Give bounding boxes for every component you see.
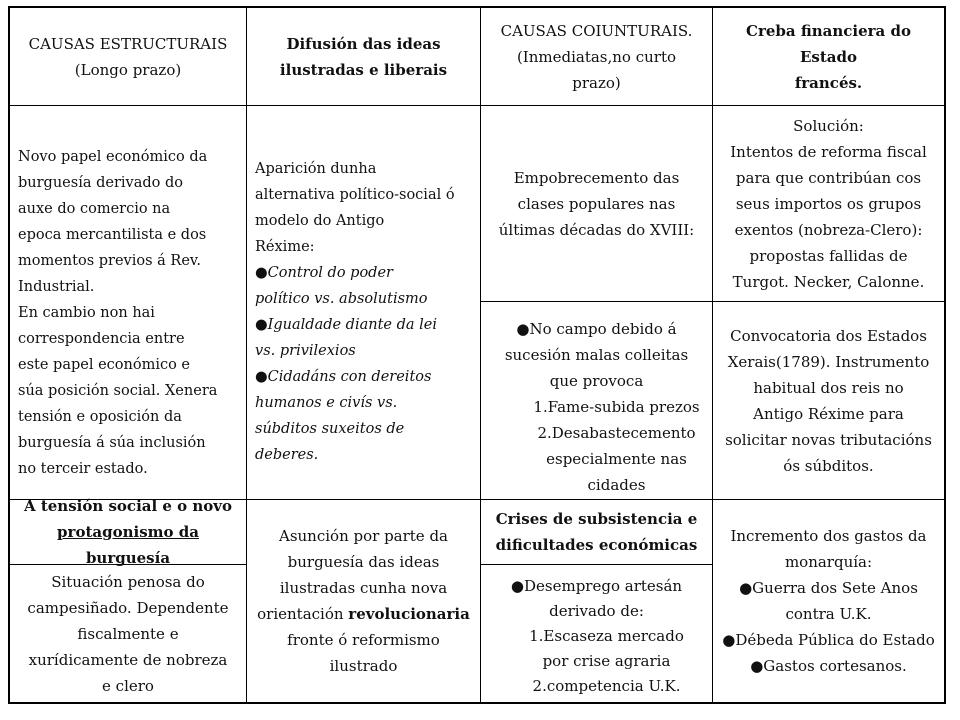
causes-table bbox=[8, 6, 946, 704]
heading-line: Crises de subsistencia e bbox=[495, 510, 698, 528]
header-line: CAUSAS COIUNTURAIS. bbox=[500, 21, 693, 40]
bullet-item: ●Cidadáns con dereitos bbox=[255, 369, 432, 385]
list-item: 1.Escaseza mercado bbox=[529, 627, 684, 645]
header-line: prazo) bbox=[572, 73, 621, 92]
text-line: solicitar novas tributacións bbox=[725, 430, 932, 449]
text-line: Réxime: bbox=[255, 239, 315, 255]
heading-line: protagonismo da burguesía bbox=[57, 523, 199, 567]
text-line: monarquía: bbox=[784, 553, 873, 571]
bullet-item: político vs. absolutismo bbox=[255, 291, 428, 307]
asuncion-ideas-text bbox=[247, 500, 480, 702]
text-line: momentos previos á Rev. bbox=[18, 253, 201, 269]
text-line: burguesía das ideas bbox=[287, 553, 440, 571]
text-line: contra U.K. bbox=[785, 605, 872, 623]
list-item: 1.Fame-subida prezos bbox=[533, 398, 700, 416]
text-line: ós súbditos. bbox=[783, 456, 874, 475]
text-line: Aparición dunha bbox=[255, 161, 377, 177]
text-line: En cambio non hai bbox=[18, 305, 155, 321]
text-line: que provoca bbox=[549, 372, 644, 390]
list-item: especialmente nas bbox=[546, 450, 687, 468]
header-line: Creba financiera do Estado bbox=[746, 21, 911, 66]
crises-subsistencia-heading bbox=[481, 500, 712, 564]
solucion-reforma-text bbox=[713, 106, 944, 301]
header-line: Difusión das ideas bbox=[286, 34, 441, 53]
heading-line: A tensión social e o novo bbox=[23, 497, 233, 515]
bullet-item: ●Control do poder bbox=[255, 265, 393, 281]
burguesia-economic-role-text bbox=[10, 140, 246, 499]
text-line: Convocatoria dos Estados bbox=[730, 326, 927, 345]
text-line bbox=[255, 601, 472, 627]
list-item: cidades bbox=[587, 476, 646, 494]
text-span: orientación bbox=[257, 605, 349, 623]
text-line: ●No campo debido á bbox=[516, 320, 677, 338]
list-item: 2.competencia U.K. bbox=[532, 677, 681, 695]
text-line: modelo do Antigo bbox=[255, 213, 385, 229]
text-line: epoca mercantilista e dos bbox=[18, 227, 207, 243]
campesinado-text bbox=[10, 565, 246, 702]
bullet-item: deberes. bbox=[255, 447, 319, 463]
heading-line: dificultades económicas bbox=[495, 536, 698, 554]
text-line: súa posición social. Xenera bbox=[18, 383, 218, 399]
text-line: clases populares nas bbox=[517, 194, 676, 213]
bullet-item: ●Igualdade diante da lei bbox=[255, 317, 437, 333]
tension-social-heading bbox=[10, 497, 246, 567]
text-line: e clero bbox=[102, 676, 154, 695]
text-line: Antigo Réxime para bbox=[753, 404, 904, 423]
text-line: para que contribúan cos bbox=[735, 168, 922, 187]
desemprego-text bbox=[481, 570, 712, 702]
text-line: Empobrecemento das bbox=[513, 168, 680, 187]
text-line: Solución: bbox=[793, 116, 864, 135]
text-line: auxe do comercio na bbox=[18, 201, 171, 217]
row-divider bbox=[480, 564, 712, 565]
estados-xerais-text bbox=[713, 302, 944, 499]
text-line: ●Débeda Pública do Estado bbox=[722, 631, 935, 649]
text-line: xurídicamente de nobreza bbox=[28, 650, 228, 669]
text-line: Turgot. Necker, Calonne. bbox=[732, 272, 925, 291]
text-line: burguesía derivado do bbox=[18, 175, 183, 191]
header-line: CAUSAS ESTRUCTURAIS bbox=[28, 34, 228, 53]
bullet-item: súbditos suxeitos de bbox=[255, 421, 405, 437]
text-line: ●Guerra dos Sete Anos bbox=[739, 579, 918, 597]
bullet-item: vs. privilexios bbox=[255, 343, 356, 359]
empobrecemento-text bbox=[481, 106, 712, 301]
text-line: Industrial. bbox=[18, 279, 95, 295]
revolucionaria-emphasis: revolucionaria bbox=[348, 605, 470, 623]
header-line: francés. bbox=[794, 73, 863, 92]
text-line: Situación penosa do bbox=[51, 572, 205, 591]
text-line: correspondencia entre bbox=[18, 331, 185, 347]
text-line: Asunción por parte da bbox=[278, 527, 448, 545]
text-line: propostas fallidas de bbox=[749, 246, 908, 265]
text-line: habitual dos reis no bbox=[753, 378, 904, 397]
malas-colleitas-text bbox=[481, 312, 712, 499]
header-difusion-ideas bbox=[247, 8, 480, 105]
header-causas-estructurais bbox=[10, 8, 246, 105]
text-line: Incremento dos gastos da bbox=[730, 527, 927, 545]
text-line: ilustradas cunha nova bbox=[279, 579, 448, 597]
text-line: burguesía á súa inclusión bbox=[18, 435, 206, 451]
text-line: Novo papel económico da bbox=[18, 149, 208, 165]
text-line: exentos (nobreza-Clero): bbox=[734, 220, 923, 239]
bullet-item: humanos e civís vs. bbox=[255, 395, 398, 411]
text-line: Intentos de reforma fiscal bbox=[730, 142, 927, 161]
text-line: campesiñado. Dependente bbox=[27, 598, 229, 617]
header-line: ilustradas e liberais bbox=[279, 60, 448, 79]
text-line: últimas décadas do XVIII: bbox=[498, 220, 695, 239]
header-causas-coiunturais bbox=[481, 8, 712, 105]
text-line: no terceir estado. bbox=[18, 461, 148, 477]
list-item: 2.Desabastecemento bbox=[537, 424, 696, 442]
political-alternative-text bbox=[247, 152, 480, 482]
text-line: sucesión malas colleitas bbox=[504, 346, 689, 364]
text-line: derivado de: bbox=[549, 602, 644, 620]
text-line: ●Gastos cortesanos. bbox=[750, 657, 907, 675]
header-line: (Longo prazo) bbox=[74, 60, 182, 79]
text-line: alternativa político-social ó bbox=[255, 187, 455, 203]
text-line: ●Desemprego artesán bbox=[510, 577, 683, 595]
text-line: ilustrado bbox=[329, 657, 398, 675]
text-line: Xerais(1789). Instrumento bbox=[727, 352, 930, 371]
text-line: seus importos os grupos bbox=[735, 194, 922, 213]
text-line: fiscalmente e bbox=[77, 624, 179, 643]
gastos-monarquia-text bbox=[713, 500, 944, 702]
text-line: este papel económico e bbox=[18, 357, 191, 373]
text-line: tensión e oposición da bbox=[18, 409, 182, 425]
header-line: (Inmediatas,no curto bbox=[516, 47, 677, 66]
text-line: fronte ó reformismo bbox=[287, 631, 440, 649]
list-item: por crise agraria bbox=[542, 652, 671, 670]
header-creba-financiera bbox=[713, 8, 944, 105]
